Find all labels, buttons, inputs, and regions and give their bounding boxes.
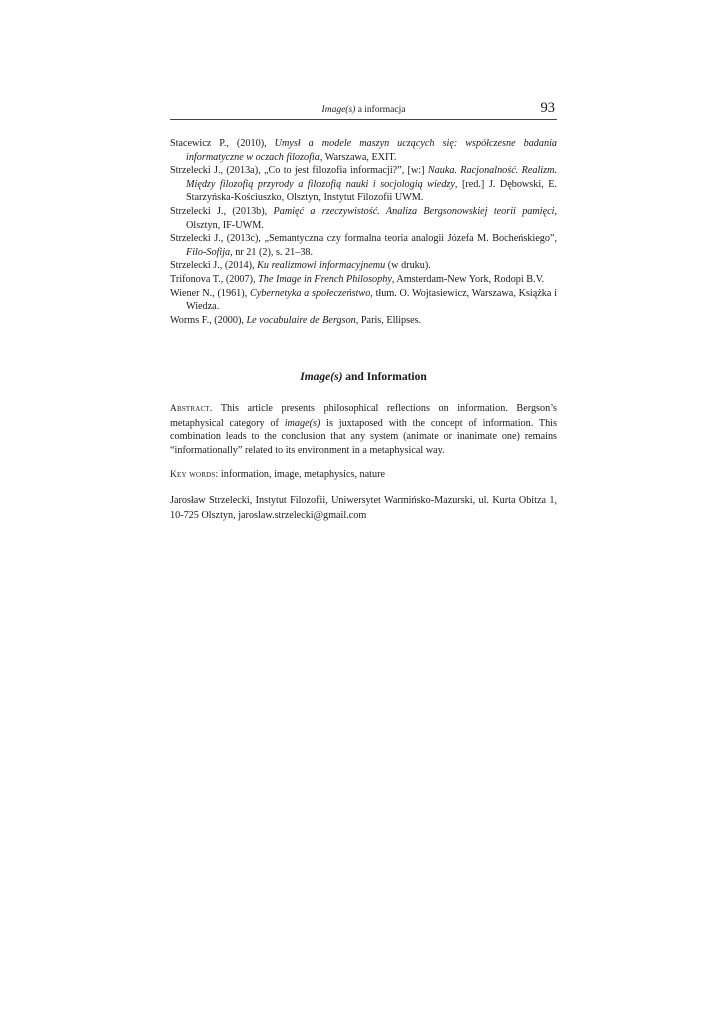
reference-list [170,137,557,327]
reference-title: Umysł a modele maszyn uczących się: współczesne badania informatyczne w oczach filozofia [186,138,557,163]
reference-authors: Trifonova T., (2007), [170,273,259,285]
reference-authors: Stacewicz P., (2010), [170,138,275,149]
reference-item [170,232,557,259]
reference-authors: Worms F., (2000), [170,314,247,326]
section-title [170,371,557,383]
abstract [170,402,557,457]
abstract-text-2: is juxtaposed with the concept of information. This combination leads to the conclusion that any system (animate or inanimate one) remains “informationally” related to its environment in a metaphysical way. [170,417,557,456]
reference-title: Nauka. Racjonalność. Realizm. Między filozofią przyrody a filozofią nauki i socjologią wiedzy [186,165,557,190]
reference-item [170,259,557,273]
reference-publication: , tłum. O. Wojtasiewicz, Warszawa, Książka i Wiedza. [186,287,557,313]
reference-item [170,137,557,164]
abstract-italic-term: image(s) [284,417,321,429]
page-header [170,101,557,120]
reference-publication: (w druku). [385,260,431,272]
keywords [170,468,557,483]
reference-authors: Strzelecki J., (2013c), „Semantyczna czy formalna teoria analogii Józefa M. Bocheńskiego”, [170,233,557,245]
reference-item [170,205,557,232]
reference-title: Le vocabulaire de Bergson [246,314,356,326]
section-title-rest: and Information [342,371,427,383]
author-affiliation: Jarosław Strzelecki, Instytut Filozofii, Uniwersytet Warmińsko-Mazurski, ul. Kurta Obitza 1, 10-725 Olsztyn, jaroslaw.strzelecki@gmail.com [170,495,557,521]
reference-title: Pamięć a rzeczywistość. Analiza Bergsonowskiej teorii pamięci [273,205,555,217]
reference-authors: Strzelecki J., (2013a), „Co to jest filozofia informacji?”, [w:] [170,165,428,177]
reference-authors: Strzelecki J., (2013b), [170,205,274,217]
reference-publication: , Paris, Ellipses. [355,314,422,326]
reference-publication: , [red.] J. Dębowski, E. Starzyńska-Kościuszko, Olsztyn, Instytut Filozofii UWM. [186,178,557,204]
page-number: 93 [540,100,555,116]
abstract-text-1: . This article presents philosophical reflections on information. Bergson’s metaphysical category of [170,403,557,429]
reference-title: Filo-Sofija [186,246,231,258]
reference-title: The Image in French Philosophy [258,273,392,285]
reference-authors: Wiener N., (1961), [170,287,250,299]
section-title-italic: Image(s) [300,371,343,383]
abstract-label: Abstract [170,404,210,414]
reference-publication: , Warszawa, EXIT. [319,151,397,163]
running-title-rest: a informacja [355,105,406,115]
running-title-italic: Image(s) [321,105,356,115]
reference-publication: , Amsterdam-New York, Rodopi B.V. [391,273,545,285]
reference-publication: , nr 21 (2), s. 21–38. [230,246,314,258]
keywords-text: : information, image, metaphysics, nature [215,469,385,480]
reference-item [170,314,557,328]
running-title [170,105,557,115]
reference-item [170,164,557,205]
reference-publication: , Olsztyn, IF-UWM. [186,205,557,231]
reference-authors: Strzelecki J., (2014), [170,260,258,272]
reference-item [170,273,557,287]
reference-title: Cybernetyka a społeczeństwo [249,287,371,299]
keywords-label: Key words [170,470,216,480]
reference-title: Ku realizmowi informacyjnemu [257,260,386,272]
reference-item [170,287,557,314]
